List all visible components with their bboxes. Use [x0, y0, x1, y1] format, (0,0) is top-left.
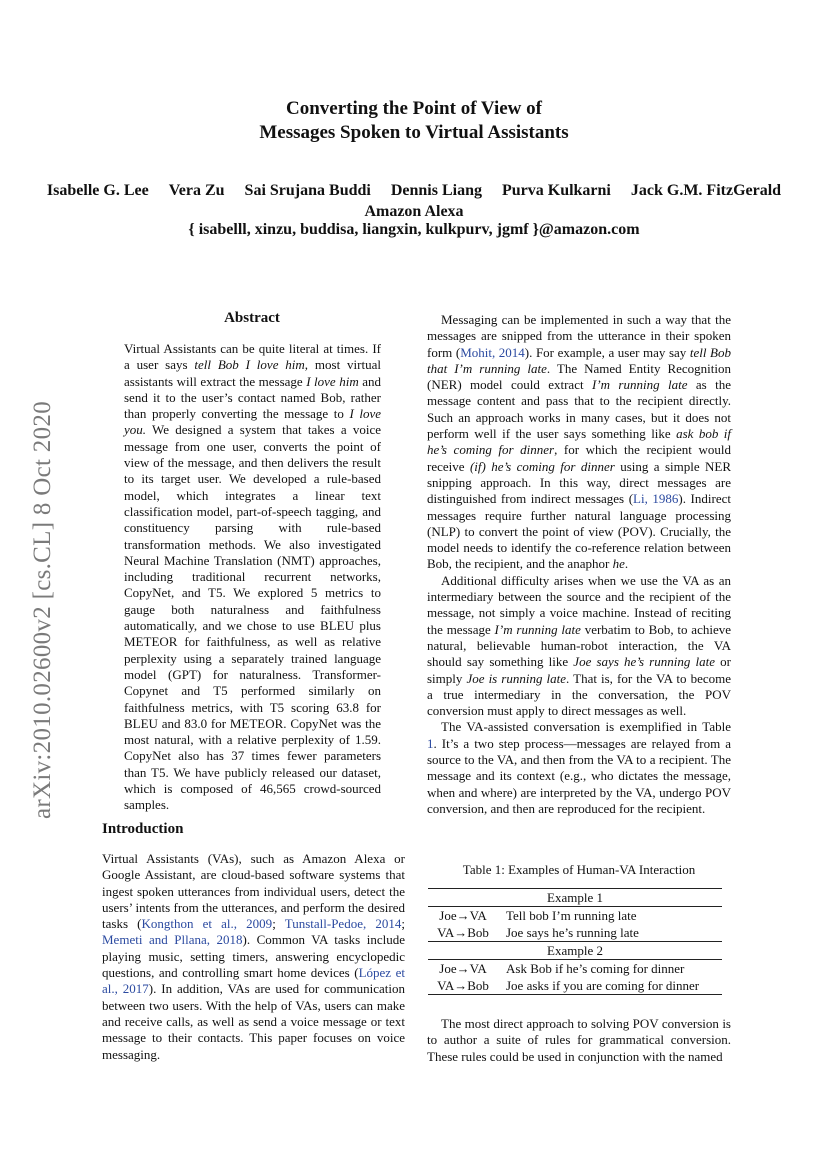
- text-run: and send it to the user’s contact named Bob, rather than properly converting the message to: [124, 373, 382, 422]
- direction-cell: Joe→VA: [439, 961, 487, 976]
- arxiv-identifier-text: arXiv:2010.02600v2 [cs.CL] 8 Oct 2020: [29, 401, 56, 819]
- arxiv-identifier-stamp: [23, 375, 63, 845]
- table-row: [428, 907, 722, 924]
- emphasis: (if) he’s coming for dinner: [469, 458, 615, 474]
- emphasis: I love him: [306, 373, 359, 389]
- emphasis: tell Bob that I’m running late: [427, 344, 731, 376]
- text-run: verbatim to Bob, to achieve natural, believable human-robot interaction, the VA should say something like: [427, 621, 731, 670]
- citation-link[interactable]: Tunstall-Pedoe, 2014: [284, 916, 402, 932]
- utterance-cell: Ask Bob if he’s coming for dinner: [506, 961, 685, 976]
- table-row: [428, 960, 722, 977]
- utterance-cell: Joe asks if you are coming for dinner: [506, 978, 700, 993]
- text-run: ). Indirect messages require further natural language processing (NLP) to convert the point of view (POV). Crucially, the model needs to identify the co-reference relation between Bob, the recipient, and the anaphor: [427, 491, 731, 572]
- introduction-heading: Introduction: [102, 821, 184, 837]
- text-run: ). In addition, VAs are used for communication between two users. With the help of VAs, users can make and receive calls, as well as send a voice message or text message to their contacts. This paper focuses on voice messaging.: [102, 981, 405, 1062]
- text-run: using a simple NER snipping approach. In this way, direct messages are distinguished from indirect messages (: [427, 458, 732, 507]
- title-line-2: Messages Spoken to Virtual Assistants: [259, 122, 569, 143]
- author: Isabelle G. Lee: [46, 182, 149, 199]
- abstract-body: [124, 341, 381, 814]
- citation-link[interactable]: Mohit, 2014: [460, 344, 525, 360]
- text-run: most virtual assistants will extract the message: [124, 357, 381, 389]
- author: Dennis Liang: [390, 182, 482, 199]
- emphasis: he: [612, 556, 625, 572]
- text-run: Messaging can be implemented in such a way that the messages are snipped from the utterance in their spoken form (: [427, 312, 731, 360]
- author: Jack G.M. FitzGerald: [630, 182, 782, 199]
- table-group-title: Example 2: [428, 941, 722, 960]
- citation-link[interactable]: Memeti and Pllana, 2018: [102, 932, 243, 948]
- text-run: We designed a system that takes a voice message from one user, converts the point of view of the message, and then delivers the result to its target user. We developed a rule-based model, which integrates a linear text classification model, part-of-speech tagging, and constituency parsing with rule-based transformation methods. We also investigated Neural Machine Translation (NMT) approaches, including traditional recurrent networks, CopyNet, and T5. We explored 5 metrics to gauge both naturalness and faithfulness automatically, and we chose to use BLEU plus METEOR for faithfulness, as well as relative perplexity using a separately trained language model (GPT) for naturalness. Transformer-Copynet and T5 performed similarly on faithfulness metrics, with T5 scoring 63.8 for BLEU and 83.0 for METEOR. CopyNet was the most natural, with a relative perplexity of 1.59. CopyNet also has 37 times fewer parameters than T5. We have publicly released our dataset, which is composed of 46,565 crowd-sourced samples.: [124, 422, 381, 813]
- text-run: or simply: [427, 654, 731, 686]
- text-run: . The Named Entity Recognition (NER) model could extract: [427, 360, 731, 393]
- paragraph: [427, 312, 731, 573]
- text-run: . That is, for the VA to become a true intermediary in the conversation, the POV conversion must apply to direct messages as well.: [427, 670, 731, 719]
- table-reference-link[interactable]: 1: [427, 735, 434, 751]
- citation-link[interactable]: Kongthon et al., 2009: [141, 916, 273, 932]
- emphasis: Joe is running late: [466, 670, 567, 686]
- emphasis: I’m running late: [494, 621, 581, 637]
- text-run: ;: [272, 916, 285, 932]
- emphasis: I love you.: [124, 406, 381, 438]
- text-run: ). Common VA tasks include playing music, setting timers, answering encyclopedic questions, and controlling smart home devices (: [102, 932, 405, 981]
- author: Purva Kulkarni: [501, 182, 611, 199]
- direction-cell: Joe→VA: [439, 908, 487, 923]
- text-run: Virtual Assistants (VAs), such as Amazon Alexa or Google Assistant, are cloud-based software systems that ingest spoken utterances from individual users, detect the users’ intents from the utterances, and perform the desired tasks (: [102, 851, 405, 932]
- table-group-title: Example 1: [428, 889, 722, 907]
- text-run: as the message content and pass that to the recipient directly. Such an approach works in many cases, but it does not perform well if the user says something like: [427, 377, 731, 442]
- abstract-heading: Abstract: [224, 310, 280, 326]
- text-run: ;: [401, 916, 405, 932]
- text-run: Virtual Assistants can be quite literal at times. If a user says: [124, 341, 381, 373]
- citation-link[interactable]: Li, 1986: [633, 491, 679, 507]
- author-emails: { isabelll, xinzu, buddisa, liangxin, kulkpurv, jgmf }@amazon.com: [188, 221, 640, 238]
- paragraph: [427, 719, 731, 817]
- text-run: .: [624, 556, 629, 572]
- table-caption: Table 1: Examples of Human-VA Interaction: [462, 862, 696, 877]
- text-run: ). For example, a user may say: [524, 344, 690, 360]
- author-list: [0, 180, 828, 201]
- author: Sai Srujana Buddi: [244, 182, 371, 199]
- paragraph: The most direct approach to solving POV conversion is to author a suite of rules for grammatical conversion. These rules could be used in conjunction with the named: [427, 1016, 731, 1064]
- paper-title: [0, 97, 828, 145]
- table-row: [428, 924, 722, 941]
- table-row: [428, 977, 722, 994]
- emphasis: ask bob if he’s coming for dinner: [427, 426, 731, 458]
- emphasis: I’m running late: [591, 377, 688, 393]
- emphasis: Joe says he’s running late: [573, 654, 715, 670]
- introduction-paragraph: [102, 851, 405, 1063]
- text-run: . It’s a two step process—messages are relayed from a source to the VA, and then from the VA to a recipient. The message and its context (e.g., who dictates the message, when and where) are interpreted by the VA, undergo POV conversion, and then are reproduced for the recipient.: [427, 735, 731, 816]
- text-run: Additional difficulty arises when we use the VA as an intermediary between the source and the recipient of the message, not simply a voice machine. Instead of reciting the message: [427, 572, 731, 637]
- utterance-cell: Joe says he’s running late: [506, 925, 639, 940]
- text-run: The VA-assisted conversation is exemplified in Table: [441, 719, 731, 735]
- text-run: , for which the recipient would receive: [427, 442, 731, 474]
- title-line-1: Converting the Point of View of: [286, 98, 542, 119]
- affiliation: Amazon Alexa: [364, 203, 464, 220]
- author: Vera Zu: [168, 182, 225, 199]
- utterance-cell: Tell bob I’m running late: [506, 908, 637, 923]
- direction-cell: VA→Bob: [437, 925, 489, 940]
- right-column-continuation: [427, 1016, 731, 1065]
- emphasis: tell Bob I love him,: [194, 357, 309, 373]
- direction-cell: VA→Bob: [437, 978, 489, 993]
- paragraph: [427, 573, 731, 720]
- interaction-table: [428, 888, 722, 995]
- right-column-text: [427, 312, 731, 817]
- citation-link[interactable]: López et al., 2017: [102, 965, 405, 997]
